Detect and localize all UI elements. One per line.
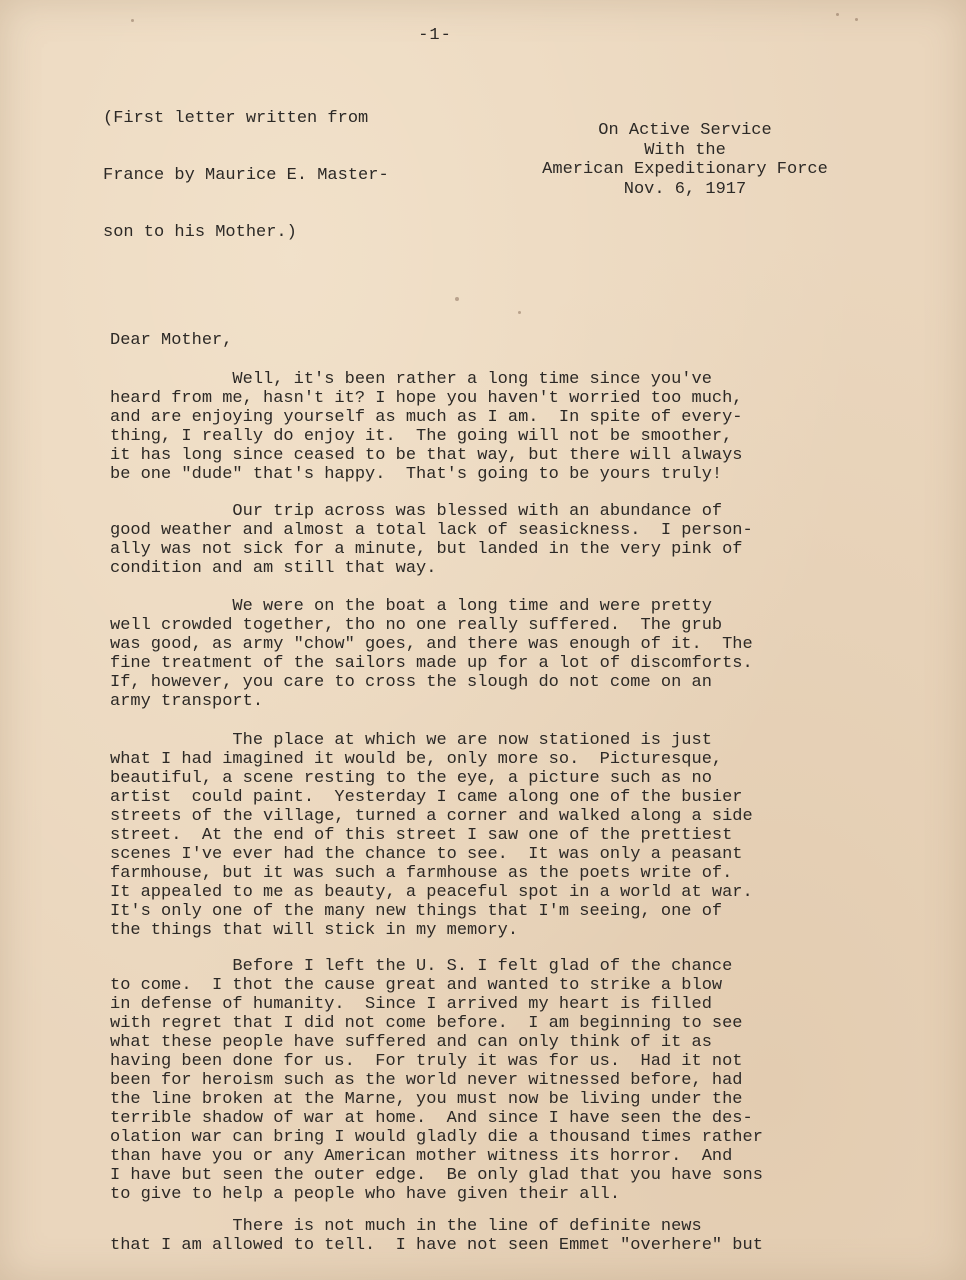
letter-line: There is not much in the line of definite news: [110, 1217, 702, 1236]
letter-line: in defense of humanity. Since I arrived my heart is filled: [110, 995, 712, 1014]
paragraph-6: [110, 1217, 763, 1255]
letter-line: thing, I really do enjoy it. The going will not be smoother,: [110, 427, 733, 446]
letter-line: the things that will stick in my memory.: [110, 921, 519, 940]
paragraph-3: [110, 597, 753, 711]
dateline-line: American Expeditionary Force: [542, 160, 828, 179]
letter-line: It's only one of the many new things that I'm seeing, one of: [110, 902, 723, 921]
letter-line: olation war can bring I would gladly die a thousand times rather: [110, 1128, 763, 1147]
letter-line: artist could paint. Yesterday I came along one of the busier: [110, 788, 743, 807]
letter-line: well crowded together, tho no one really suffered. The grub: [110, 616, 723, 635]
letter-line: army transport.: [110, 692, 264, 711]
dateline-line: On Active Service: [598, 121, 772, 140]
letter-line: what I had imagined it would be, only more so. Picturesque,: [110, 750, 723, 769]
letter-line: scenes I've ever had the chance to see. It was only a peasant: [110, 845, 743, 864]
ink-speck: [836, 13, 839, 16]
letter-line: ally was not sick for a minute, but landed in the very pink of: [110, 540, 743, 559]
letter-line: was good, as army "chow" goes, and there was enough of it. The: [110, 635, 753, 654]
letter-line: it has long since ceased to be that way, but there will always: [110, 446, 743, 465]
salutation: Dear Mother,: [110, 331, 233, 350]
ink-speck: [855, 18, 858, 21]
letter-line: Well, it's been rather a long time since you've: [110, 370, 712, 389]
letter-line: been for heroism such as the world never witnessed before, had: [110, 1071, 743, 1090]
letter-line: fine treatment of the sailors made up for a lot of discomforts.: [110, 654, 753, 673]
paragraph-5: [110, 957, 763, 1204]
paragraph-1: [110, 370, 743, 484]
letter-line: If, however, you care to cross the slough do not come on an: [110, 673, 712, 692]
page-number: -1-: [418, 26, 452, 45]
letter-line: It appealed to me as beauty, a peaceful spot in a world at war.: [110, 883, 753, 902]
letter-line: having been done for us. For truly it was for us. Had it not: [110, 1052, 743, 1071]
letter-line: than have you or any American mother witness its horror. And: [110, 1147, 733, 1166]
header-note-line: son to his Mother.): [103, 223, 297, 242]
letter-line: the line broken at the Marne, you must now be living under the: [110, 1090, 743, 1109]
letter-line: heard from me, hasn't it? I hope you haven't worried too much,: [110, 389, 743, 408]
dateline: [520, 121, 850, 199]
letter-line: Our trip across was blessed with an abundance of: [110, 502, 723, 521]
letter-line: good weather and almost a total lack of seasickness. I person-: [110, 521, 753, 540]
letter-line: that I am allowed to tell. I have not seen Emmet "overhere" but: [110, 1236, 763, 1255]
letter-line: condition and am still that way.: [110, 559, 437, 578]
letter-line: beautiful, a scene resting to the eye, a picture such as no: [110, 769, 712, 788]
header-note-line: (First letter written from: [103, 109, 369, 128]
letter-line: what these people have suffered and can only think of it as: [110, 1033, 712, 1052]
letter-line: Before I left the U. S. I felt glad of the chance: [110, 957, 733, 976]
letter-line: street. At the end of this street I saw one of the prettiest: [110, 826, 733, 845]
letter-line: to give to help a people who have given their all.: [110, 1185, 621, 1204]
letter-line: We were on the boat a long time and were pretty: [110, 597, 712, 616]
header-note: [103, 71, 389, 261]
ink-speck: [131, 19, 134, 22]
dateline-date: Nov. 6, 1917: [623, 179, 747, 199]
header-note-line: France by Maurice E. Master-: [103, 166, 389, 185]
ink-speck: [518, 311, 521, 314]
letter-line: with regret that I did not come before. I am beginning to see: [110, 1014, 743, 1033]
paragraph-2: [110, 502, 753, 578]
dateline-line: With the: [644, 140, 726, 160]
letter-line: The place at which we are now stationed is just: [110, 731, 712, 750]
letter-line: terrible shadow of war at home. And since I have seen the des-: [110, 1109, 753, 1128]
ink-speck: [455, 297, 459, 301]
letter-line: and are enjoying yourself as much as I am. In spite of every-: [110, 408, 743, 427]
letter-line: be one "dude" that's happy. That's going to be yours truly!: [110, 465, 723, 484]
letter-line: I have but seen the outer edge. Be only glad that you have sons: [110, 1166, 763, 1185]
letter-line: streets of the village, turned a corner and walked along a side: [110, 807, 753, 826]
letter-line: farmhouse, but it was such a farmhouse as the poets write of.: [110, 864, 733, 883]
letter-line: to come. I thot the cause great and wanted to strike a blow: [110, 976, 723, 995]
paragraph-4: [110, 731, 753, 940]
